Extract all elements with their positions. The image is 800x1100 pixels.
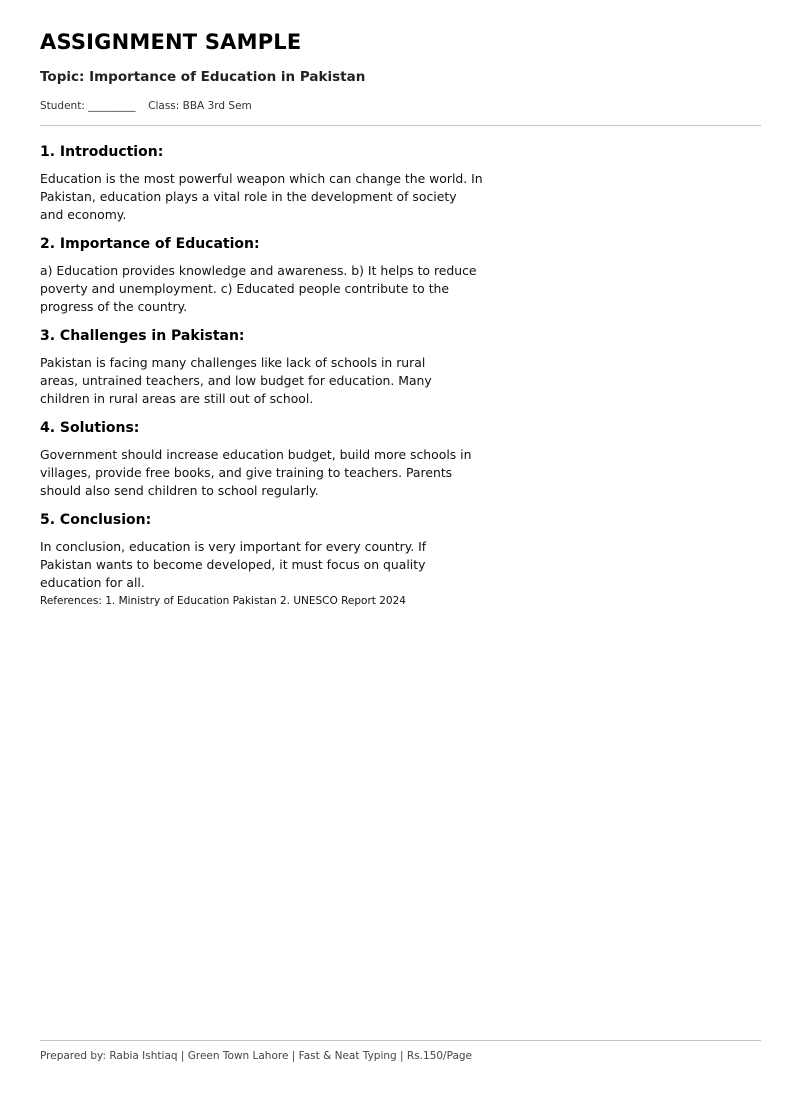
- body-line: villages, provide free books, and give training to teachers. Parents: [40, 465, 453, 480]
- body-line: Education is the most powerful weapon which can change the world. In: [40, 171, 483, 186]
- student-info-line: [40, 100, 252, 112]
- section-body: [40, 538, 520, 592]
- body-line: and economy.: [40, 207, 127, 222]
- section-heading: 2. Importance of Education:: [40, 236, 260, 252]
- body-line: Pakistan wants to become developed, it must focus on quality: [40, 557, 426, 572]
- document-page: [40, 0, 761, 1100]
- student-label: Student:: [40, 100, 85, 112]
- body-line: In conclusion, education is very important for every country. If: [40, 539, 427, 554]
- body-line: children in rural areas are still out of school.: [40, 391, 314, 406]
- document-title: ASSIGNMENT SAMPLE: [40, 30, 302, 54]
- topic-line: Topic: Importance of Education in Pakistan: [40, 69, 366, 85]
- body-line: progress of the country.: [40, 299, 188, 314]
- body-line: poverty and unemployment. c) Educated people contribute to the: [40, 281, 450, 296]
- section-solutions: [40, 419, 520, 500]
- header-divider: [40, 125, 761, 126]
- student-name-blank: _________: [88, 100, 136, 112]
- section-heading: 1. Introduction:: [40, 144, 164, 160]
- references-line: References: 1. Ministry of Education Pakistan 2. UNESCO Report 2024: [40, 595, 406, 607]
- body-line: should also send children to school regularly.: [40, 483, 319, 498]
- section-conclusion: [40, 511, 520, 592]
- body-line: Pakistan, education plays a vital role in the development of society: [40, 189, 457, 204]
- section-heading: 5. Conclusion:: [40, 512, 152, 528]
- section-challenges: [40, 327, 520, 408]
- body-line: a) Education provides knowledge and awareness. b) It helps to reduce: [40, 263, 477, 278]
- section-body: [40, 170, 520, 224]
- footer-text: Prepared by: Rabia Ishtiaq | Green Town Lahore | Fast & Neat Typing | Rs.150/Page: [40, 1050, 473, 1062]
- section-importance: [40, 235, 520, 316]
- class-label: Class: BBA 3rd Sem: [148, 100, 252, 112]
- section-body: [40, 446, 520, 500]
- section-body: [40, 354, 520, 408]
- body-line: areas, untrained teachers, and low budget for education. Many: [40, 373, 432, 388]
- section-heading: 3. Challenges in Pakistan:: [40, 328, 245, 344]
- section-body: [40, 262, 520, 316]
- sections-container: [40, 143, 520, 603]
- body-line: Pakistan is facing many challenges like lack of schools in rural: [40, 355, 426, 370]
- body-line: Government should increase education budget, build more schools in: [40, 447, 472, 462]
- footer-divider: [40, 1040, 761, 1041]
- section-introduction: [40, 143, 520, 224]
- section-heading: 4. Solutions:: [40, 420, 140, 436]
- body-line: education for all.: [40, 575, 145, 590]
